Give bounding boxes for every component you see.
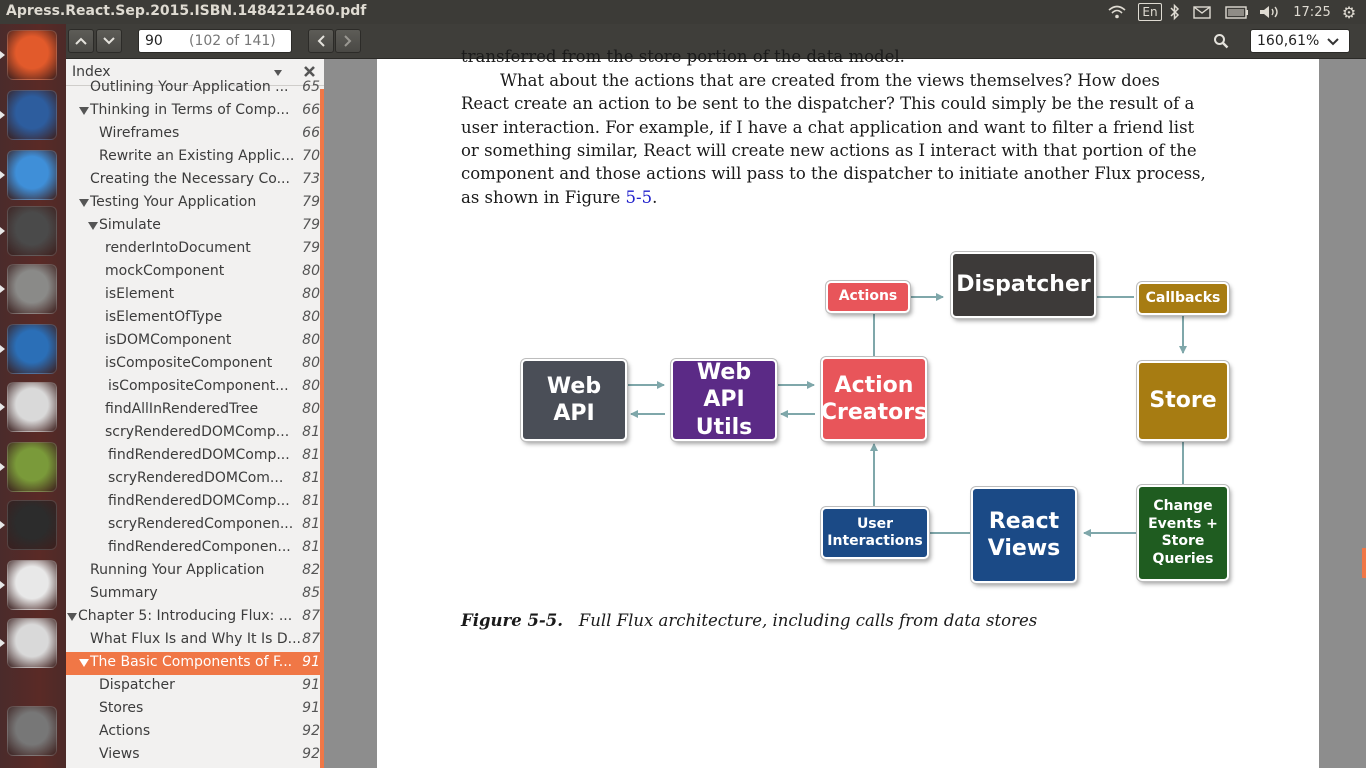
toc-item-page: 66: [302, 102, 320, 118]
toc-item-label: Rewrite an Existing Applic...: [99, 148, 295, 164]
file-cabinet-icon[interactable]: [7, 264, 57, 314]
toc-item[interactable]: [66, 376, 322, 399]
text-line: transferred from the store portion of the data model.: [461, 47, 905, 66]
mail-icon[interactable]: [1192, 4, 1212, 20]
sublime-text-icon[interactable]: [7, 206, 57, 256]
node-store: Store: [1137, 361, 1229, 441]
toc-item-label: renderIntoDocument: [105, 240, 251, 256]
toc-item[interactable]: [66, 744, 322, 767]
volume-icon[interactable]: [1258, 4, 1282, 20]
toc-item[interactable]: [66, 560, 322, 583]
toc-item-page: 81: [302, 424, 320, 440]
bluetooth-icon[interactable]: [1168, 4, 1182, 20]
expander-triangle-icon[interactable]: [88, 222, 98, 230]
terminal-icon[interactable]: [7, 500, 57, 550]
node-web-api-utils: Web API Utils: [671, 359, 777, 441]
toc-item-page: 80: [302, 378, 320, 394]
toc-item-page: 73: [302, 171, 320, 187]
toc-item[interactable]: [66, 238, 322, 261]
toc-item-page: 66: [302, 125, 320, 141]
toc-item-page: 87: [302, 631, 320, 647]
toc-item-label: Outlining Your Application ...: [90, 79, 289, 95]
toc-item[interactable]: [66, 606, 322, 629]
toc-item-page: 87: [302, 608, 320, 624]
zoom-value: 160,61%: [1257, 33, 1320, 49]
toc-item-page: 80: [302, 286, 320, 302]
toc-item-page: 65: [302, 79, 320, 95]
node-web-api: Web API: [521, 359, 627, 441]
toc-item[interactable]: [66, 698, 322, 721]
battery-icon[interactable]: [1224, 4, 1250, 20]
toc-item-label: findRenderedDOMComp...: [108, 447, 290, 463]
page-count-label: (102 of 141): [189, 33, 276, 49]
toc-item-label: isElementOfType: [105, 309, 223, 325]
running-indicator-icon: [0, 521, 5, 529]
text-line: component and those actions will pass to the dispatcher to initiate another Flux process,: [461, 164, 1206, 183]
toc-item-label: Running Your Application: [90, 562, 265, 578]
toc-item[interactable]: [66, 123, 322, 146]
running-indicator-icon: [0, 403, 5, 411]
toc-item[interactable]: [66, 675, 322, 698]
chevron-right-icon: [344, 35, 352, 47]
toc-item[interactable]: [66, 399, 322, 422]
text-line: What about the actions that are created from the views themselves? How does: [500, 71, 1160, 90]
chevron-down-icon: [1327, 38, 1339, 46]
text-line-suffix: .: [652, 188, 658, 207]
text-line: React create an action to be sent to the dispatcher? This could simply be the result of a: [461, 94, 1195, 113]
node-callbacks: Callbacks: [1137, 282, 1229, 315]
caption-text: Full Flux architecture, including calls from data stores: [578, 611, 1038, 630]
sidebar-index: [66, 59, 324, 768]
toc-item[interactable]: [66, 215, 322, 238]
toc-item-page: 81: [302, 516, 320, 532]
toc-item[interactable]: [66, 721, 322, 744]
expander-triangle-icon[interactable]: [79, 107, 89, 115]
page-number-value: 90: [145, 33, 163, 49]
figure-link[interactable]: 5-5: [625, 188, 653, 207]
toc-item[interactable]: [66, 284, 322, 307]
toc-item[interactable]: [66, 330, 322, 353]
page-number-input[interactable]: [138, 29, 292, 53]
toc-item[interactable]: [66, 491, 322, 514]
search-button[interactable]: [1208, 29, 1234, 53]
running-indicator-icon: [0, 463, 5, 471]
toc-item[interactable]: [66, 261, 322, 284]
toc-item-label: What Flux Is and Why It Is D...: [90, 631, 301, 647]
toc-item-label: isElement: [105, 286, 175, 302]
node-change-events: Change Events + Store Queries: [1137, 485, 1229, 581]
toc-item-page: 81: [302, 470, 320, 486]
running-indicator-icon: [0, 639, 5, 647]
expander-triangle-icon[interactable]: [79, 199, 89, 207]
toc-item[interactable]: [66, 353, 322, 376]
search-icon: [1213, 33, 1229, 49]
toc-item-page: 80: [302, 309, 320, 325]
node-action-creators: Action Creators: [821, 357, 927, 441]
toc-item-label: Actions: [99, 723, 151, 739]
thunderbird-icon[interactable]: [7, 90, 57, 140]
toc-item-label: Summary: [90, 585, 158, 601]
toc-item[interactable]: [66, 514, 322, 537]
toc-item[interactable]: [66, 169, 322, 192]
running-indicator-icon: [0, 51, 5, 59]
toc-item-label: Dispatcher: [99, 677, 175, 693]
toc-item[interactable]: [66, 422, 322, 445]
chevron-up-icon: [75, 37, 87, 45]
toc-item-label: isDOMComponent: [105, 332, 232, 348]
toc-item-label: scryRenderedDOMCom...: [108, 470, 284, 486]
toc-item-page: 92: [302, 746, 320, 762]
toc-item-label: Stores: [99, 700, 144, 716]
toc-item-label: findRenderedComponen...: [108, 539, 291, 555]
clock[interactable]: 17:25: [1293, 4, 1331, 20]
toc-item-label: mockComponent: [105, 263, 225, 279]
toc-item-label: scryRenderedDOMComp...: [105, 424, 290, 440]
toc-item-label: isCompositeComponent...: [108, 378, 289, 394]
toc-item-label: Chapter 5: Introducing Flux: ...: [78, 608, 293, 624]
pdf-reader-icon[interactable]: [7, 560, 57, 610]
toc-item-page: 92: [302, 723, 320, 739]
trash-icon[interactable]: [7, 706, 57, 756]
running-indicator-icon: [0, 581, 5, 589]
launcher: [0, 24, 66, 768]
brackets-icon[interactable]: [7, 324, 57, 374]
text-line: or something similar, React will create new actions as I interact with that portion of the: [461, 141, 1197, 160]
running-indicator-icon: [0, 171, 5, 179]
triangle-down-icon[interactable]: [274, 70, 282, 76]
ebook-reader-icon[interactable]: [7, 442, 57, 492]
node-react-views: React Views: [971, 487, 1077, 583]
zoom-select[interactable]: [1250, 29, 1350, 53]
toc-item-label: Wireframes: [99, 125, 180, 141]
toc-item-page: 80: [302, 355, 320, 371]
toc-item[interactable]: [66, 652, 322, 675]
toc-item-label: Testing Your Application: [90, 194, 257, 210]
toc-item-page: 79: [302, 194, 320, 210]
node-actions: Actions: [826, 281, 910, 313]
toc-item-label: isCompositeComponent: [105, 355, 273, 371]
running-indicator-icon: [0, 285, 5, 293]
toc-item-label: scryRenderedComponen...: [108, 516, 294, 532]
toc-item-page: 82: [302, 562, 320, 578]
toc-item[interactable]: [66, 307, 322, 330]
toc-item-page: 91: [302, 700, 320, 716]
keyboard-layout-indicator[interactable]: En: [1138, 3, 1162, 21]
previous-result-button[interactable]: [68, 29, 94, 53]
toc-item-label: Thinking in Terms of Comp...: [90, 102, 290, 118]
wifi-icon[interactable]: [1107, 4, 1127, 20]
toc-item-label: Creating the Necessary Co...: [90, 171, 290, 187]
node-user-interactions: User Interactions: [821, 507, 929, 559]
toc-item[interactable]: [66, 146, 322, 169]
toc-item-page: 79: [302, 240, 320, 256]
running-indicator-icon: [0, 227, 5, 235]
top-panel: [0, 0, 1366, 24]
toc-item[interactable]: [66, 192, 322, 215]
toc-item[interactable]: [66, 100, 322, 123]
expander-triangle-icon[interactable]: [79, 659, 89, 667]
settings-gear-icon[interactable]: ⚙: [1341, 2, 1357, 22]
text-line-prefix: as shown in Figure: [461, 188, 626, 207]
next-result-button[interactable]: [96, 29, 122, 53]
toc-item[interactable]: [66, 445, 322, 468]
node-dispatcher: Dispatcher: [951, 252, 1096, 318]
go-back-button[interactable]: [308, 29, 334, 53]
toc-item-label: Views: [99, 746, 140, 762]
pdf-page: [377, 47, 1319, 768]
document-scrollbar[interactable]: [1362, 548, 1366, 578]
caption-label: Figure 5-5.: [461, 611, 564, 630]
chevron-left-icon: [317, 35, 325, 47]
toc-item-page: 91: [302, 654, 320, 670]
document-view[interactable]: [324, 47, 1366, 768]
go-forward-button[interactable]: [335, 29, 361, 53]
toc-item-label: findAllInRenderedTree: [105, 401, 259, 417]
toc-item[interactable]: [66, 468, 322, 491]
toc-item[interactable]: [66, 77, 322, 100]
toc-item-label: The Basic Components of F...: [90, 654, 293, 670]
toc-item-page: 80: [302, 332, 320, 348]
text-line: user interaction. For example, if I have a chat application and want to filter a friend list: [461, 118, 1195, 137]
toc-item-label: findRenderedDOMComp...: [108, 493, 290, 509]
toc-item-page: 81: [302, 493, 320, 509]
toc-item-page: 70: [302, 148, 320, 164]
running-indicator-icon: [0, 111, 5, 119]
toc-item-label: Simulate: [99, 217, 161, 233]
toc-item-page: 91: [302, 677, 320, 693]
toc-item-page: 81: [302, 447, 320, 463]
toc-item-page: 81: [302, 539, 320, 555]
toc-item-page: 80: [302, 401, 320, 417]
ubuntu-dash-icon[interactable]: [7, 30, 57, 80]
figure-caption: [461, 611, 1037, 630]
text-editor-icon[interactable]: [7, 618, 57, 668]
toc-item-page: 85: [302, 585, 320, 601]
toc-item-page: 79: [302, 217, 320, 233]
toc-item[interactable]: [66, 537, 322, 560]
window-title: Apress.React.Sep.2015.ISBN.1484212460.pdf: [6, 3, 367, 19]
backup-app-icon[interactable]: [7, 150, 57, 200]
toc-item-page: 80: [302, 263, 320, 279]
expander-triangle-icon[interactable]: [67, 613, 77, 621]
sidebar-title-select[interactable]: Index: [72, 64, 111, 80]
toc-item[interactable]: [66, 583, 322, 606]
toc-item[interactable]: [66, 629, 322, 652]
chrome-icon[interactable]: [7, 382, 57, 432]
running-indicator-icon: [0, 345, 5, 353]
chevron-down-icon: [103, 37, 115, 45]
